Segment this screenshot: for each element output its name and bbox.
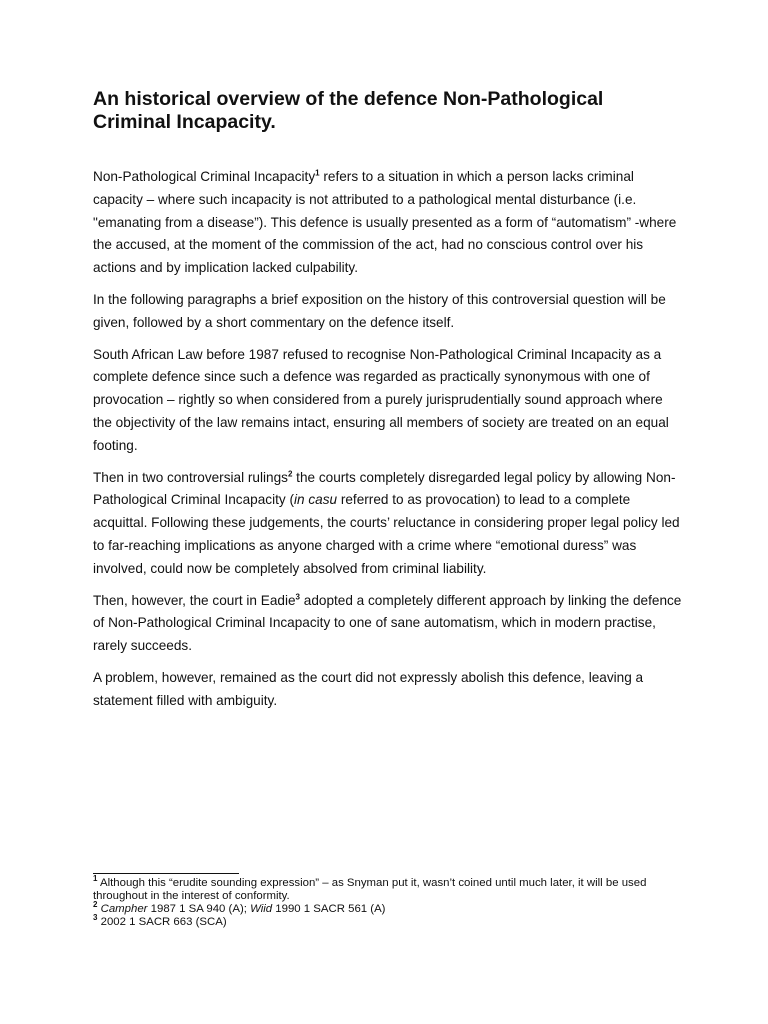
footnote-text: Although this “erudite sounding expression” – as Snyman put it, wasn’t coined until much later, it will be used throughout in the interest of conformity. <box>93 877 647 902</box>
paragraph-text: Non-Pathological Criminal Incapacity <box>93 169 316 184</box>
footnote-text: 2002 1 SACR 663 (SCA) <box>97 916 227 928</box>
footnote-ref-1[interactable]: 1 <box>315 168 320 178</box>
footnotes-section <box>93 873 683 929</box>
footnote-mark: 2 <box>93 900 98 910</box>
footnote-divider <box>93 873 239 874</box>
paragraph-pre-1987: South African Law before 1987 refused to recognise Non-Pathological Criminal Incapacity as a complete defence since such a defence was regarded as practically synonymous with one of provocation – rightly so when considered from a purely jurisprudentially sound approach where the objectivity of the law remains intact, ensuring all members of society are treated on an equal footing. <box>93 346 669 453</box>
paragraph-introduction: In the following paragraphs a brief exposition on the history of this controversial question will be given, followed by a short commentary on the defence itself. <box>93 291 666 330</box>
paragraph-text: Then in two controversial rulings <box>93 469 288 485</box>
paragraph-text: adopted a completely different approach by linking the defence of Non-Pathological Criminal Incapacity to one of sane automatism, which in modern practise, rarely succeeds. <box>93 592 682 654</box>
footnote-ref-3[interactable]: 3 <box>295 592 300 602</box>
footnote-mark: 3 <box>93 913 98 923</box>
paragraph-text: the courts completely disregarded legal policy by allowing Non-Pathological Criminal Incapacity ( <box>93 469 676 508</box>
paragraph-text: referred to as provocation) to lead to a complete acquittal. Following these judgements, the courts’ reluctance in considering proper legal policy led to far-reaching implications as anyone charged with a crime where “emotional duress” was involved, could now be completely absolved from criminal liability. <box>93 492 680 576</box>
document-title: An historical overview of the defence Non-Pathological Criminal Incapacity. <box>93 88 604 133</box>
paragraph-eadie <box>93 590 683 658</box>
footnote-1 <box>93 874 683 903</box>
document-body <box>93 88 683 722</box>
footnote-3 <box>93 913 683 929</box>
case-citation: 1990 1 SACR 561 (A) <box>272 903 386 915</box>
paragraph-text: Then, however, the court in Eadie <box>93 592 296 608</box>
case-name: Wiid <box>250 903 273 915</box>
footnote-mark: 1 <box>93 874 98 884</box>
paragraph-text: refers to a situation in which a person lacks criminal capacity – where such incapacity is not attributed to a pathological mental disturbance (i.e. "emanating from a disease”). This defence is usually presented as a form of “automatism” -where the accused, at the moment of the commission of the act, had no conscious control over his actions and by implication lacked culpability. <box>93 169 677 276</box>
footnote-ref-2[interactable]: 2 <box>287 469 293 479</box>
paragraph-problem: A problem, however, remained as the court did not expressly abolish this defence, leaving a statement filled with ambiguity. <box>93 669 644 708</box>
paragraph-controversial-rulings <box>93 467 683 581</box>
paragraph-definition <box>93 166 683 280</box>
footnote-2 <box>93 900 683 916</box>
case-citation: 1987 1 SA 940 (A); <box>147 903 251 915</box>
case-name: Campher <box>100 903 148 915</box>
italic-term: in casu <box>293 492 338 508</box>
